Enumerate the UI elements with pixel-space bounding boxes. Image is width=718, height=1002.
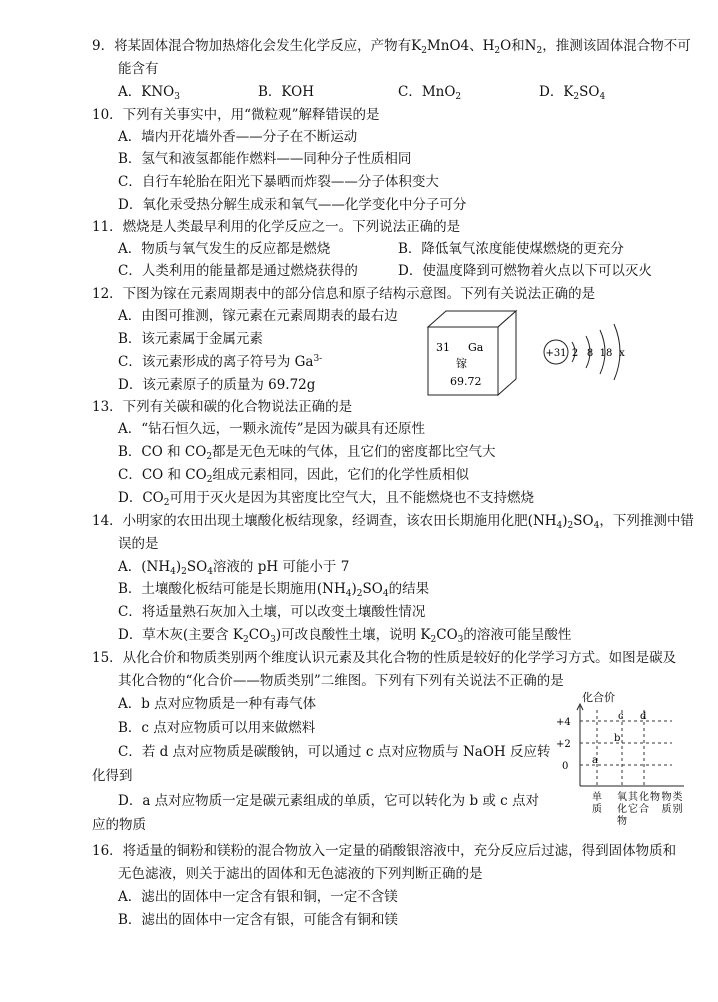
q13-option-a: A．“钻石恒久远，一颗永流传”是因为碳具有还原性 (118, 421, 426, 437)
shell-2-count: 8 (586, 348, 594, 359)
q15-option-c-cont: 化得到 (92, 768, 133, 784)
q15-option-d: D．a 点对应物质一定是碳元素组成的单质，它可以转化为 b 或 c 点对 (118, 793, 540, 809)
graph-ytick-plus2: +2 (556, 739, 571, 750)
q14-option-b: B．土壤酸化板结可能是长期施用$(NH_4)_2SO_4$的结果 (118, 581, 430, 599)
graph-xcat-other-compound: 其它化合物 (628, 792, 660, 815)
q14-option-c: C．将适量熟石灰加入土壤，可以改变土壤酸性情况 (118, 604, 426, 620)
q12-option-c: C．该元素形成的离子符号为 $Ga^{3-}$ (118, 354, 323, 370)
q11-option-b: B．降低氧气浓度能使煤燃烧的更充分 (398, 241, 624, 257)
q14-option-d: D．草木灰(主要含 $K_2CO_3$)可改良酸性土壤，说明 $K_2CO_3$的溶液可能呈酸性 (118, 627, 572, 645)
cell-element-name: 镓 (456, 357, 467, 370)
q11-option-d: D．使温度降到可燃物着火点以下可以灭火 (398, 263, 652, 279)
q13-option-c: C．CO 和 $CO_2$组成元素相同，因此，它们的化学性质相似 (118, 467, 469, 485)
q12-stem: 12．下图为镓在元素周期表中的部分信息和原子结构示意图。下列有关说法正确的是 (92, 286, 596, 302)
q9-option-a: A．$KNO_3$ (118, 84, 180, 102)
graph-ytick-plus4: +4 (556, 717, 571, 728)
shell-3-count: 18 (599, 348, 613, 359)
q12-option-d: D．该元素原子的质量为 69.72g (118, 377, 316, 393)
q16-stem: 16．将适量的铜粉和镁粉的混合物放入一定量的硝酸银溶液中，充分反应后过滤，得到固体物质和 (92, 843, 677, 859)
cell-atomic-number: 31 (436, 341, 450, 354)
graph-ytick-zero: 0 (562, 761, 569, 772)
q9-option-c: C．MnO$_2$ (398, 84, 462, 102)
graph-xcat-elemental: 单质 (592, 792, 602, 815)
q9-stem-cont: 能含有 (118, 61, 159, 77)
q14-option-a: A．$(NH_4)_2SO_4$溶液的 pH 可能小于 7 (118, 559, 350, 577)
q12-option-b: B．该元素属于金属元素 (118, 331, 263, 347)
cell-symbol: Ga (468, 341, 484, 354)
q14-stem-cont: 误的是 (118, 536, 159, 552)
graph-y-axis-label: 化合价 (582, 691, 615, 704)
q13-stem: 13．下列有关碳和碳的化合物说法正确的是 (92, 399, 353, 415)
q15-option-c: C．若 d 点对应物质是碳酸钠，可以通过 c 点对应物质与 NaOH 反应转 (118, 744, 551, 760)
q10-option-c: C．自行车轮胎在阳光下暴晒而炸裂——分子体积变大 (118, 174, 439, 190)
q9-option-d: D．$K_2SO_4$ (539, 84, 606, 102)
q9-option-b: B．KOH (258, 84, 314, 100)
q11-stem: 11．燃烧是人类最早利用的化学反应之一。下列说法正确的是 (92, 219, 461, 235)
q11-option-a: A．物质与氧气发生的反应都是燃烧 (118, 241, 331, 257)
periodic-table-cell (420, 305, 520, 397)
q16-option-a: A．滤出的固体中一定含有银和铜，一定不含镁 (118, 889, 398, 905)
shell-4-count: x (619, 348, 625, 359)
q16-option-b: B．滤出的固体中一定含有银，可能含有铜和镁 (118, 912, 398, 928)
cell-atomic-mass: 69.72 (450, 375, 482, 388)
q15-option-a: A．b 点对应物质是一种有毒气体 (118, 696, 317, 712)
q10-stem: 10．下列有关事实中，用“微粒观”解释错误的是 (92, 107, 380, 123)
nucleus-charge: +31 (545, 348, 567, 359)
graph-xcat-substance-category: 物质类别 (661, 792, 683, 815)
q12-option-a: A．由图可推测，镓元素在元素周期表的最右边 (118, 308, 398, 324)
q15-stem-cont: 其化合物的“化合价——物质类别”二维图。下列有下列有关说法不正确的是 (118, 673, 564, 689)
graph-point-b: b (614, 733, 621, 744)
graph-point-a: a (592, 755, 598, 766)
q14-stem: 14．小明家的农田出现土壤酸化板结现象，经调查，该农田长期施用化肥$(NH_4)_2SO_4$，下列推测中错 (92, 513, 694, 531)
valence-category-graph (552, 690, 692, 830)
q13-option-b: B．CO 和 $CO_2$都是无色无味的气体，且它们的密度都比空气大 (118, 444, 496, 462)
q9-stem: 9．将某固体混合物加热熔化会发生化学反应，产物有$K_2MnO4$、$H_2O$和$N_2$，推测该固体混合物不可 (92, 38, 691, 56)
q15-option-b: B．c 点对应物质可以用来做燃料 (118, 720, 316, 736)
graph-xcat-oxide: 氧化物 (617, 792, 627, 827)
q15-option-d-cont: 应的物质 (92, 817, 146, 833)
q10-option-a: A．墙内开花墙外香——分子在不断运动 (118, 129, 358, 145)
q11-option-c: C．人类利用的能量都是通过燃烧获得的 (118, 263, 358, 279)
q15-stem: 15．从化合价和物质类别两个维度认识元素及其化合物的性质是较好的化学学习方式。如图是碳及 (92, 650, 677, 666)
graph-x-categories (592, 790, 683, 827)
q13-option-d: D．$CO_2$可用于灭火是因为其密度比空气大，且不能燃烧也不支持燃烧 (118, 490, 534, 508)
shell-1-count: 2 (571, 348, 579, 359)
graph-point-c: c (618, 711, 624, 722)
q10-option-d: D．氧化汞受热分解生成汞和氧气——化学变化中分子可分 (118, 197, 467, 213)
q16-stem-cont: 无色滤液，则关于滤出的固体和无色滤液的下列判断正确的是 (118, 866, 483, 882)
atom-structure-diagram (540, 320, 640, 384)
graph-point-d: d (640, 711, 647, 722)
q10-option-b: B．氢气和液氢都能作燃料——同种分子性质相同 (118, 151, 412, 167)
